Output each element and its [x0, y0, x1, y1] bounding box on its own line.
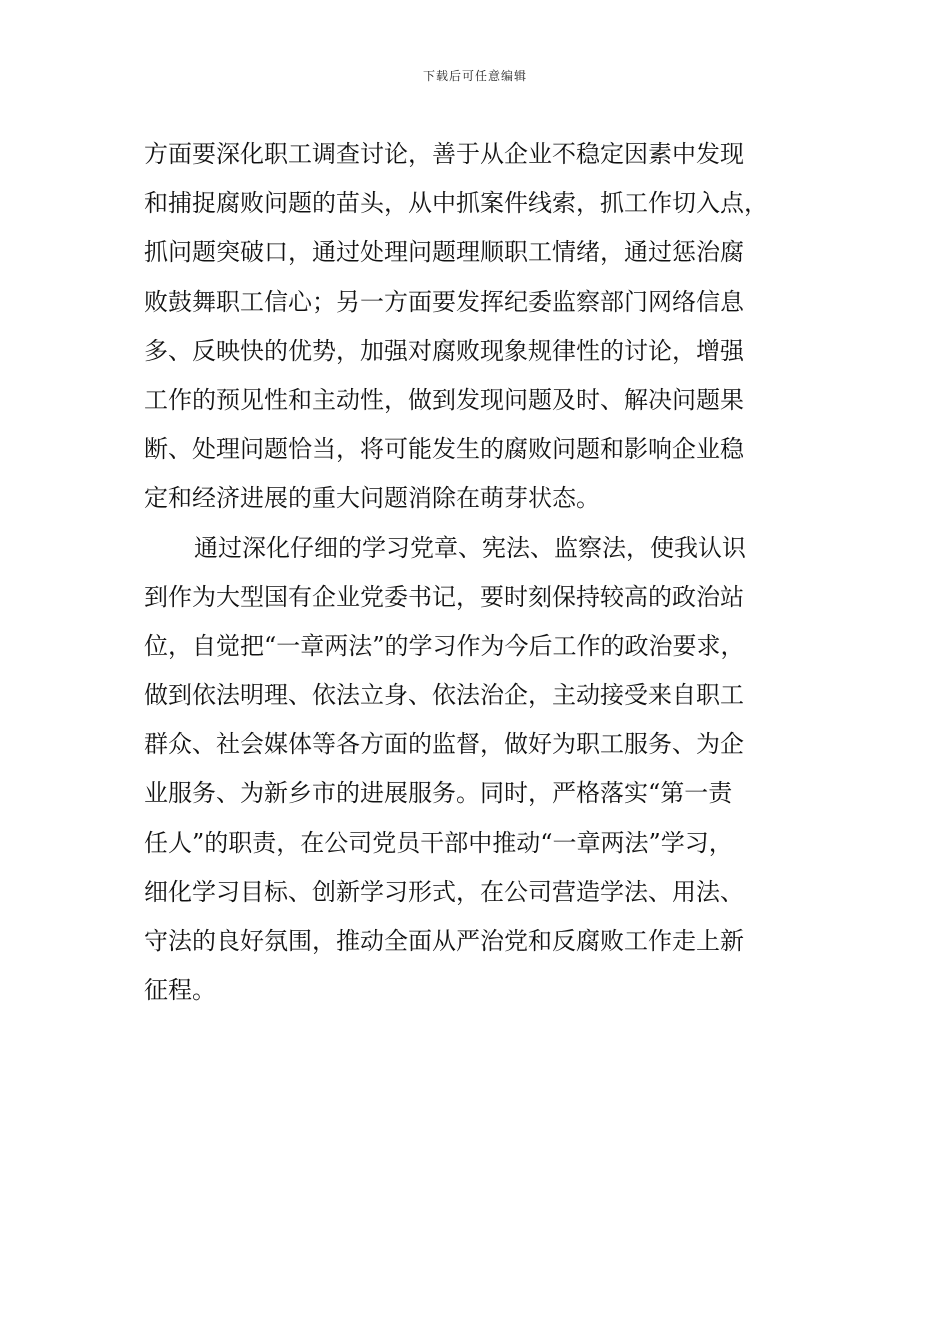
- text-line: 抓问题突破口，通过处理问题理顺职工情绪，通过惩治腐: [144, 238, 744, 267]
- paragraph-2: [144, 524, 796, 1016]
- text-line: 征程。: [144, 976, 216, 1005]
- header-note: 下载后可任意编辑: [422, 69, 527, 83]
- text-line: 通过深化仔细的学习党章、宪法、监察法，使我认识: [194, 533, 746, 562]
- text-line: 断、处理问题恰当，将可能发生的腐败问题和影响企业稳: [144, 435, 744, 464]
- text-line: 定和经济进展的重大问题消除在萌芽状态。: [144, 484, 600, 513]
- text-line: 业服务、为新乡市的进展服务。同时，严格落实“第一责: [144, 779, 733, 808]
- text-line: 方面要深化职工调查讨论，善于从企业不稳定因素中发现: [144, 140, 744, 168]
- document-body: [144, 130, 796, 1015]
- text-line: 位，自觉把“一章两法”的学习作为今后工作的政治要求，: [144, 631, 745, 660]
- text-line: 到作为大型国有企业党委书记，要时刻保持较高的政治站: [144, 582, 744, 611]
- text-line: 守法的良好氛围，推动全面从严治党和反腐败工作走上新: [144, 927, 744, 955]
- text-line: 和捕捉腐败问题的苗头，从中抓案件线索，抓工作切入点，: [144, 189, 768, 218]
- text-line: 多、反映快的优势，加强对腐败现象规律性的讨论，增强: [144, 336, 744, 365]
- text-line: 细化学习目标、创新学习形式，在公司营造学法、用法、: [144, 877, 744, 906]
- text-line: 败鼓舞职工信心；另一方面要发挥纪委监察部门网络信息: [144, 287, 744, 316]
- text-line: 做到依法明理、依法立身、依法治企，主动接受来自职工: [144, 681, 744, 710]
- text-line: 群众、社会媒体等各方面的监督，做好为职工服务、为企: [144, 730, 744, 759]
- text-line: 工作的预见性和主动性，做到发现问题及时、解决问题果: [144, 385, 744, 414]
- text-line: 任人”的职责，在公司党员干部中推动“一章两法”学习，: [144, 828, 733, 857]
- paragraph-1: [144, 130, 796, 524]
